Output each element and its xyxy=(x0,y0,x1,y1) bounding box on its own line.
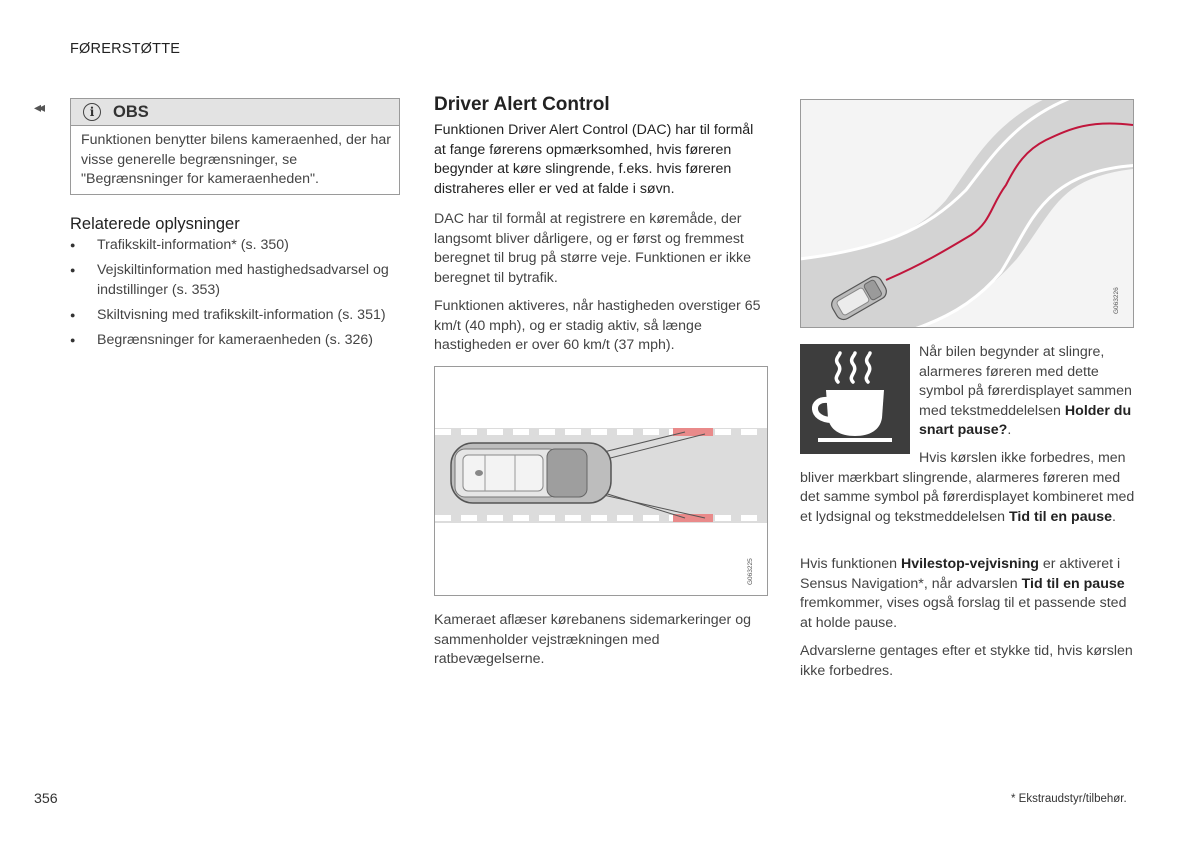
escalation-text: Hvis kørslen ikke forbedres, men bliver mærkbart slingrende, alarmeres føreren med det samme symbol på førerdisplayet kombineret med et lydsignal og tekstmeddelelsen Tid til en pause. xyxy=(800,450,1135,525)
car-top-view xyxy=(451,443,611,503)
winding-road-illustration xyxy=(801,100,1133,327)
message-time-for-break: Tid til en pause xyxy=(1009,508,1113,525)
info-icon: i xyxy=(83,103,101,121)
camera-lane-figure xyxy=(434,366,768,596)
rest-stop-guidance-label: Hvilestop-vejvisning xyxy=(900,556,1039,572)
figure-caption: Kameraet aflæser kørebanens sidemarkeringer og sammenholder vejstrækningen med ratbevægelserne. xyxy=(434,612,752,667)
navigation-suggestion-text: Hvis funktionen Hvilestop-vejvisning er aktiveret i Sensus Navigation*, når advarslen Tid til en pause fremkommer, vises også forslag til et passende sted at holde pause. xyxy=(800,556,1127,631)
section-title: Driver Alert Control xyxy=(434,94,610,115)
related-info-list xyxy=(70,236,405,356)
repeat-alert-text: Advarslerne gentages efter et stykke tid, hvis kørslen ikke forbedres. xyxy=(800,643,1133,679)
dac-purpose-text: DAC har til formål at registrere en køremåde, der langsomt bliver dårligere, og er først og fremmest beregnet til brug på større veje. Funktionen er ikke beregnet til bytrafik. xyxy=(434,211,752,286)
related-link-camera-limitations[interactable]: ● Begrænsninger for kameraenheden (s. 326) xyxy=(70,331,405,351)
back-chevrons-icon[interactable]: ◂◂ xyxy=(34,99,43,115)
related-link-traffic-sign-info[interactable]: ● Trafikskilt-information* (s. 350) xyxy=(70,236,405,256)
page-header-title: FØRERSTØTTE xyxy=(70,41,181,57)
symbol-alert-text: Når bilen begynder at slingre, alarmeres føreren med dette symbol på førerdisplayet sammen med tekstmeddelelsen Holder du snart pause?. xyxy=(919,344,1132,438)
message-take-break: Holder du snart pause? xyxy=(919,402,1132,438)
dac-activation-text: Funktionen aktiveres, når hastigheden overstiger 65 km/t (40 mph), og er stadig aktiv, så længe hastigheden er over 60 km/t (37 mph). xyxy=(434,298,761,353)
obs-note-box xyxy=(70,98,400,195)
message-time-for-break: Tid til en pause xyxy=(1021,575,1125,592)
related-link-road-sign-speed-warning[interactable]: ● Vejskiltinformation med hastighedsadvarsel og indstillinger (s. 353) xyxy=(70,261,405,300)
winding-road-figure xyxy=(800,99,1134,328)
footnote: * Ekstraudstyr/tilbehør. xyxy=(1011,793,1127,805)
dac-intro-text: Funktionen Driver Alert Control (DAC) har til formål at fange førerens opmærksomhed, hvis føreren begynder at køre slingrende, f.eks. hvis føreren distraheres eller er ved at falde i søvn. xyxy=(434,122,754,197)
figure-code: G063225 xyxy=(747,558,754,585)
obs-label: OBS xyxy=(113,102,149,121)
coffee-cup-icon xyxy=(800,344,910,454)
related-info-heading: Relaterede oplysninger xyxy=(70,215,240,233)
camera-lane-illustration xyxy=(435,367,767,595)
obs-note-header xyxy=(71,99,399,126)
related-link-sign-display[interactable]: ● Skiltvisning med trafikskilt-information (s. 351) xyxy=(70,306,405,326)
page-number: 356 xyxy=(34,791,58,807)
obs-note-text: Funktionen benytter bilens kameraenhed, der har visse generelle begrænsninger, se "Begrænsninger for kameraenheden". xyxy=(81,132,391,187)
figure-code: G063226 xyxy=(1113,287,1120,314)
